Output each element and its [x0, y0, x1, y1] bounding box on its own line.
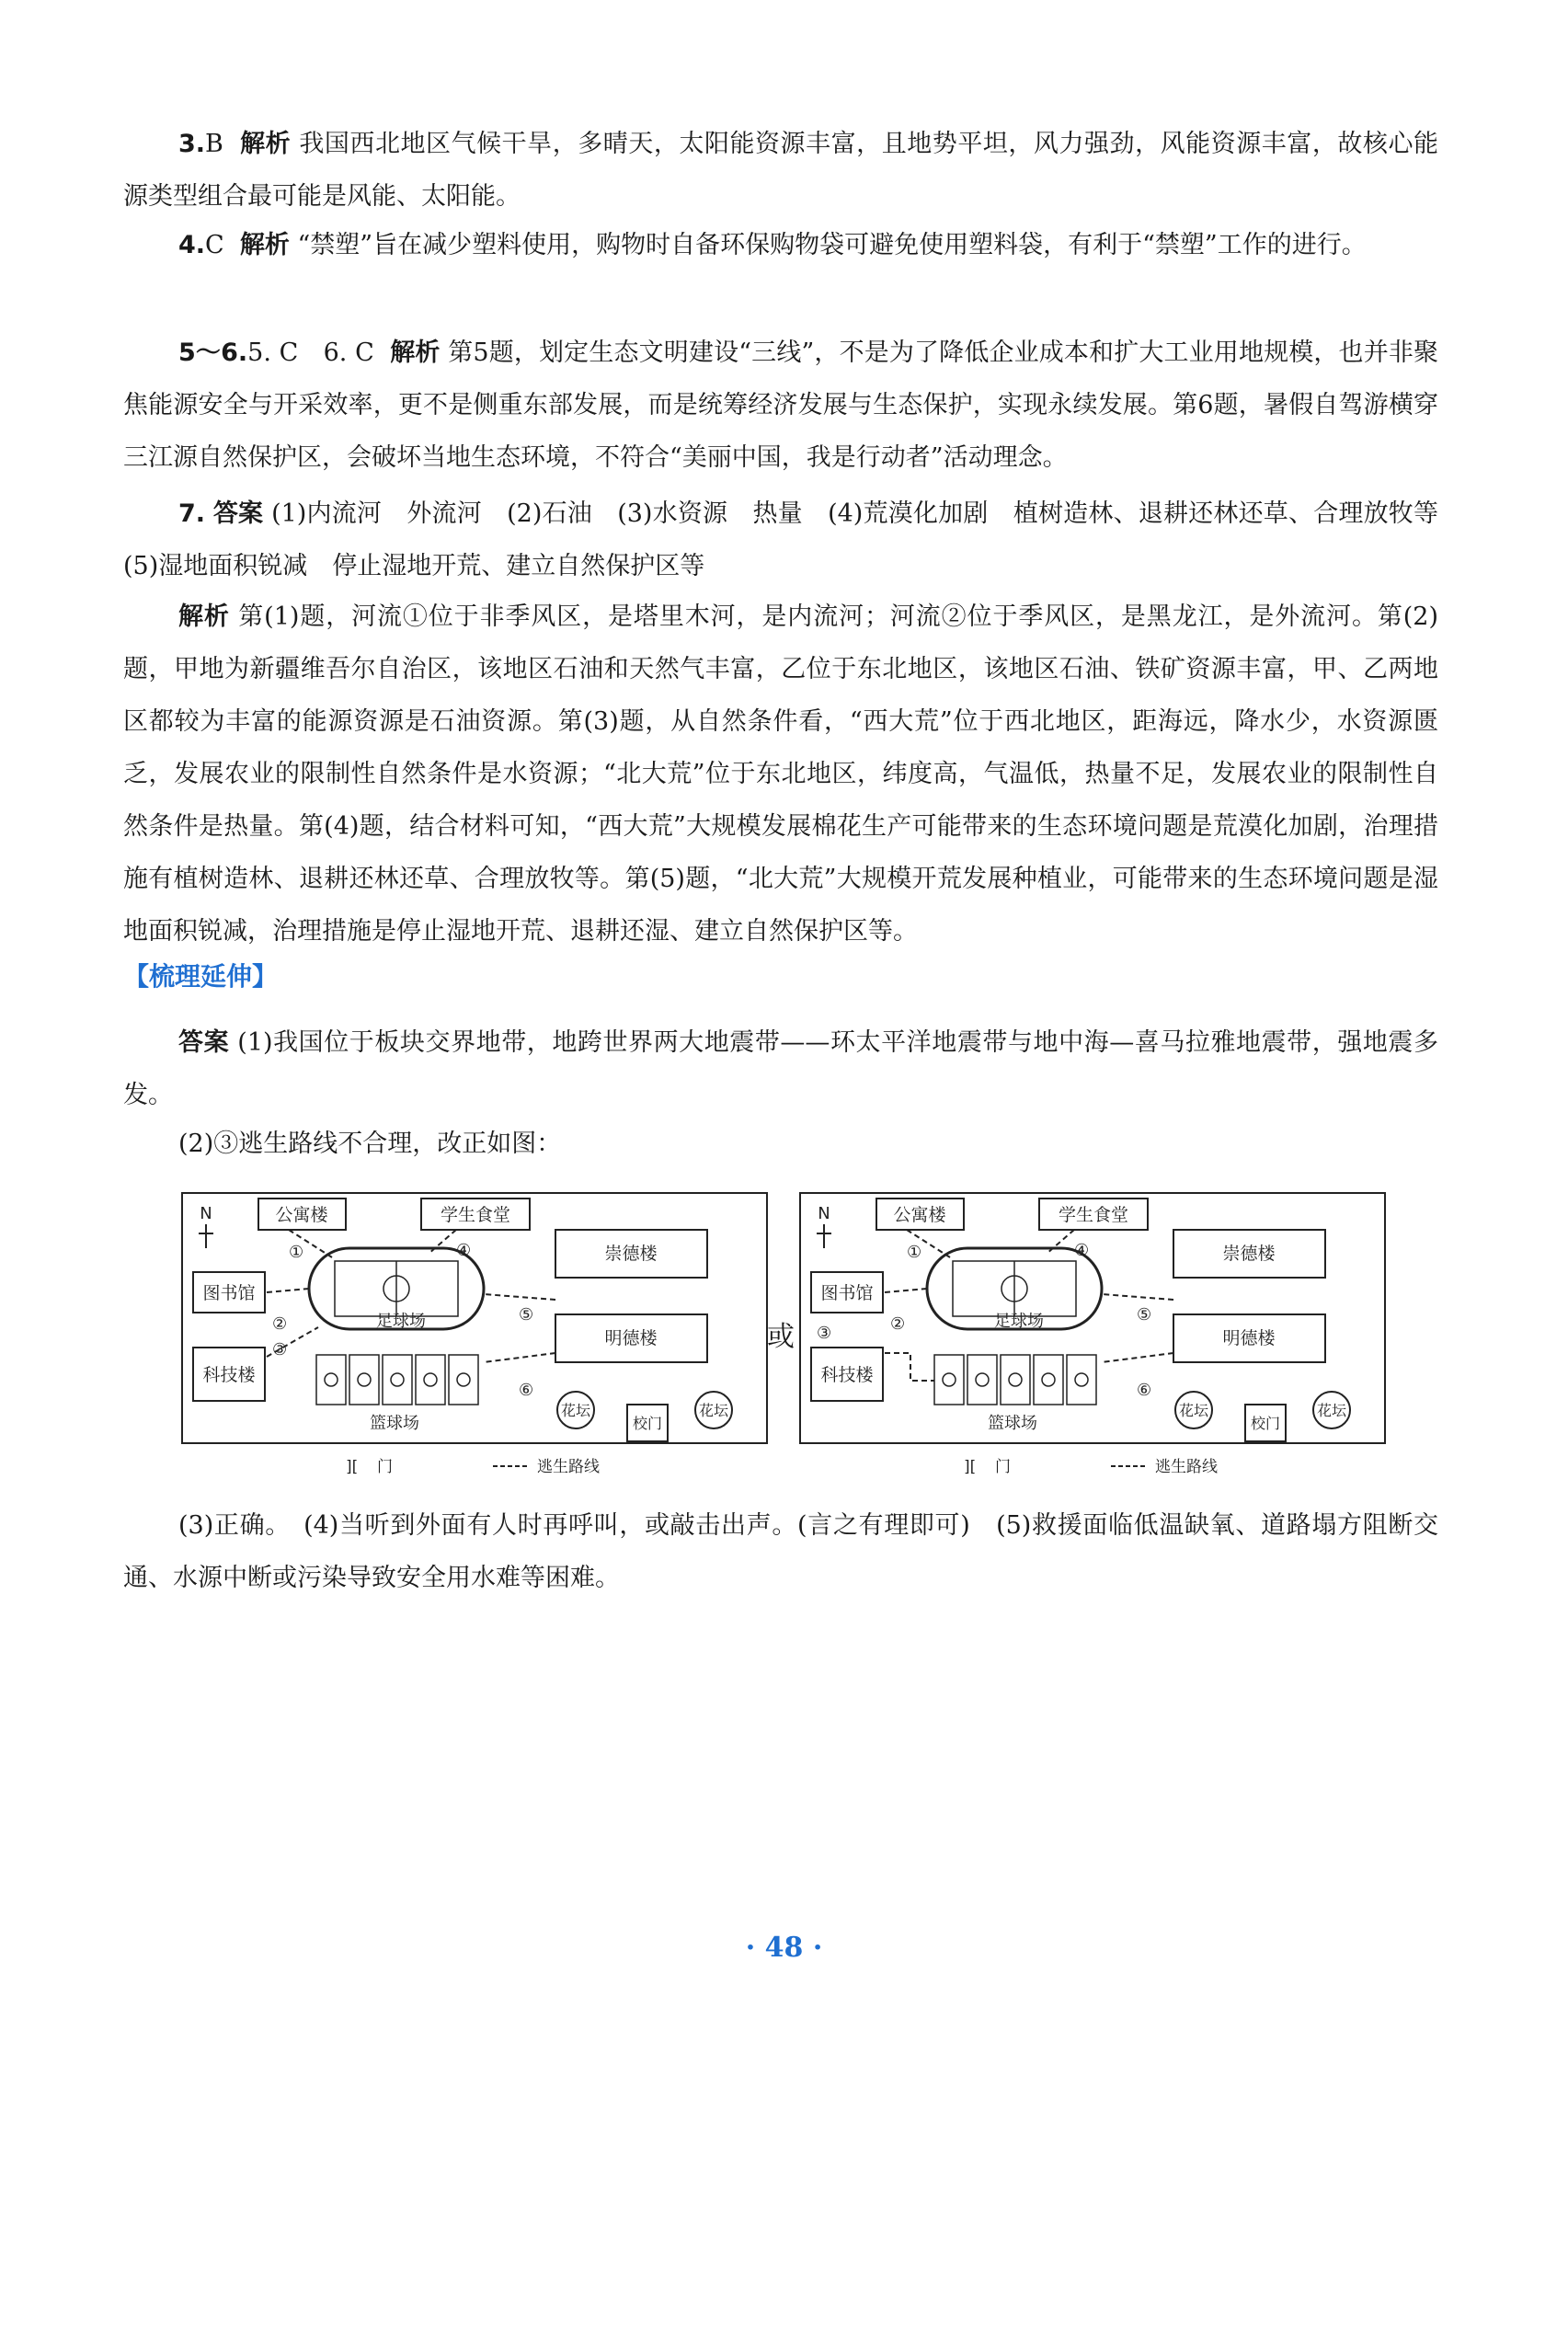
question-number: 4. [178, 231, 206, 259]
extension-answer-3: (3)正确。 (4)当听到外面有人时再呼叫，或敲击出声。(言之有理即可) (5)救援面临低温缺氧、道路塌方阻断交通、水源中断或污染导致安全用水难等困难。 [123, 1511, 1438, 1592]
analysis-label: 解析 [178, 602, 230, 631]
chongde-label: 崇德楼 [1222, 1244, 1276, 1264]
route-3: ③ [817, 1324, 832, 1343]
route-6: ⑥ [1137, 1381, 1152, 1400]
route-2: ② [890, 1314, 906, 1334]
answer-label: 答案 [178, 1028, 230, 1057]
flower-label: 花坛 [560, 1402, 591, 1419]
answer-choice: B [205, 130, 223, 158]
gate-label: 校门 [1250, 1415, 1281, 1432]
extension-answer-1 [123, 1016, 1438, 1121]
flower-label: 花坛 [1178, 1402, 1209, 1419]
or-label: 或 [767, 1321, 795, 1353]
route-5: ⑤ [1137, 1305, 1152, 1325]
legend-door: 门 [377, 1458, 393, 1476]
analysis-label: 解析 [239, 231, 290, 259]
question-3 [123, 118, 1438, 223]
library-label: 图书馆 [820, 1283, 874, 1303]
north-label: N [818, 1204, 830, 1223]
library-label: 图书馆 [202, 1283, 256, 1303]
answer-choice: 5. C 6. C [247, 338, 374, 367]
question-5-6 [123, 327, 1438, 484]
legend-door-symbol: ][ [964, 1458, 977, 1476]
answer-label: 答案 [212, 499, 264, 528]
canteen-label: 学生食堂 [1058, 1205, 1129, 1225]
football-label: 足球场 [376, 1312, 426, 1331]
north-label: N [200, 1204, 212, 1223]
analysis-label: 解析 [390, 338, 441, 367]
mingde-label: 明德楼 [1222, 1328, 1276, 1348]
basketball-courts [934, 1355, 1096, 1405]
legend-door: 门 [995, 1458, 1011, 1476]
campus-map-left [180, 1191, 769, 1494]
flower-label: 花坛 [1316, 1402, 1347, 1419]
basketball-courts [316, 1355, 478, 1405]
route-6: ⑥ [519, 1381, 534, 1400]
answer-choice: C [205, 231, 224, 259]
apartment-label: 公寓楼 [893, 1205, 946, 1225]
analysis-text: “禁塑”旨在减少塑料使用，购物时自备环保购物袋可避免使用塑料袋，有利于“禁塑”工作的进行。 [297, 231, 1367, 259]
question-number: 7. [178, 499, 206, 528]
question-7-analysis [123, 591, 1438, 958]
gate-label: 校门 [632, 1415, 663, 1432]
route-3: ③ [272, 1340, 288, 1359]
science-label: 科技楼 [202, 1365, 256, 1385]
analysis-text: 我国西北地区气候干旱，多晴天，太阳能资源丰富，且地势平坦，风力强劲，风能资源丰富，故核心能源类型组合最可能是风能、太阳能。 [123, 130, 1438, 211]
apartment-label: 公寓楼 [275, 1205, 328, 1225]
science-label: 科技楼 [820, 1365, 874, 1385]
legend-route: 逃生路线 [1155, 1458, 1218, 1476]
analysis-text: 第5题，划定生态文明建设“三线”，不是为了降低企业成本和扩大工业用地规模，也并非聚焦能源安全与开采效率，更不是侧重东部发展，而是统筹经济发展与生态保护，实现永续发展。第6题，暑假自驾游横穿三江源自然保护区，会破坏当地生态环境，不符合“美丽中国，我是行动者”活动理念。 [123, 338, 1438, 472]
flower-label: 花坛 [698, 1402, 729, 1419]
legend-route: 逃生路线 [537, 1458, 600, 1476]
football-label: 足球场 [994, 1312, 1044, 1331]
canteen-label: 学生食堂 [440, 1205, 511, 1225]
answer-text: (1)我国位于板块交界地带，地跨世界两大地震带——环太平洋地震带与地中海—喜马拉雅地震带，强地震多发。 [123, 1028, 1438, 1109]
route-4: ④ [1074, 1241, 1090, 1260]
basketball-label: 篮球场 [988, 1414, 1037, 1433]
campus-map-svg [180, 1191, 769, 1490]
chongde-label: 崇德楼 [604, 1244, 658, 1264]
legend-door-symbol: ][ [346, 1458, 359, 1476]
question-number: 3. [178, 130, 206, 158]
extension-answer-2: (2)③逃生路线不合理，改正如图： [178, 1130, 562, 1158]
question-7-answer [123, 488, 1464, 592]
route-1: ① [289, 1243, 304, 1262]
route-4: ④ [456, 1241, 472, 1260]
analysis-label: 解析 [240, 130, 292, 158]
campus-map-right [798, 1191, 1387, 1494]
answer-text: (1)内流河 外流河 (2)石油 (3)水资源 热量 (4)荒漠化加剧 植树造林、退耕还林还草、合理放牧等 (5)湿地面积锐减 停止湿地开荒、建立自然保护区等 [123, 499, 1464, 580]
question-number: 5～6. [178, 338, 248, 367]
basketball-label: 篮球场 [370, 1414, 419, 1433]
analysis-text: 第(1)题，河流①位于非季风区，是塔里木河，是内流河；河流②位于季风区，是黑龙江，是外流河。第(2)题，甲地为新疆维吾尔自治区，该地区石油和天然气丰富，乙位于东北地区，该地区石油、铁矿资源丰富，甲、乙两地区都较为丰富的能源资源是石油资源。第(3)题，从自然条件看，“西大荒”位于西北地区，距海远，降水少，水资源匮乏，发展农业的限制性自然条件是水资源；“北大荒”位于东北地区，纬度高，气温低，热量不足，发展农业的限制性自然条件是热量。第(4)题，结合材料可知，“西大荒”大规模发展棉花生产可能带来的生态环境问题是荒漠化加剧，治理措施有植树造林、退耕还林还草、合理放牧等。第(5)题，“北大荒”大规模开荒发展种植业，可能带来的生态环境问题是湿地面积锐减，治理措施是停止湿地开荒、退耕还湿、建立自然保护区等。 [123, 602, 1438, 946]
page-number: · 48 · [745, 1932, 823, 1964]
question-4 [123, 219, 1438, 271]
route-5: ⑤ [519, 1305, 534, 1325]
campus-map-svg [798, 1191, 1387, 1490]
route-2: ② [272, 1314, 288, 1334]
route-1: ① [907, 1243, 922, 1262]
mingde-label: 明德楼 [604, 1328, 658, 1348]
section-heading: 【梳理延伸】 [123, 961, 279, 992]
